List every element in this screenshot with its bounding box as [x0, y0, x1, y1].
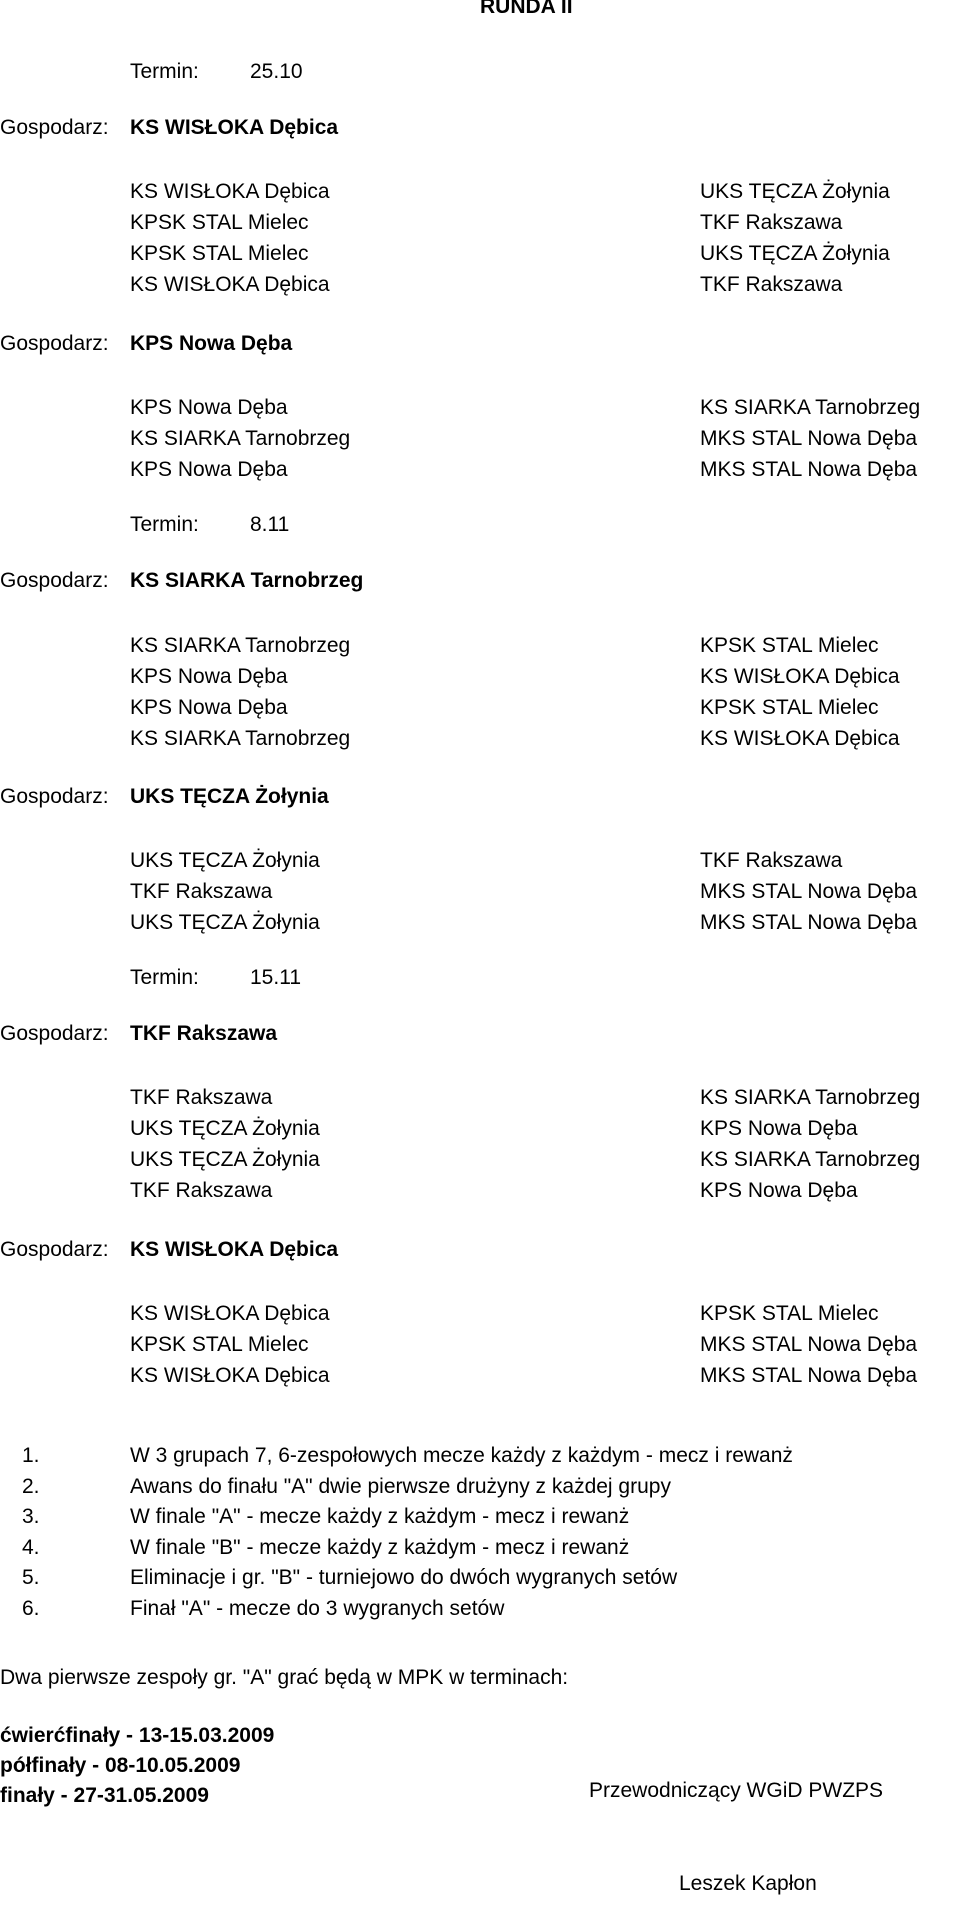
host-label: Gospodarz:: [0, 1022, 109, 1045]
termin-date: 25.10: [250, 60, 303, 83]
match-away-team: KPSK STAL Mielec: [700, 634, 879, 657]
rule-text: W finale "B" - mecze każdy z każdym - mecz i rewanż: [130, 1535, 630, 1559]
rule-number: 1.: [22, 1444, 40, 1467]
match-home-team: KPS Nowa Dęba: [130, 396, 288, 419]
match-home-team: KS WISŁOKA Dębica: [130, 1364, 330, 1387]
match-home-team: KS WISŁOKA Dębica: [130, 273, 330, 296]
match-away-team: KS WISŁOKA Dębica: [700, 727, 900, 750]
match-home-team: KS WISŁOKA Dębica: [130, 180, 330, 203]
match-away-team: TKF Rakszawa: [700, 849, 843, 872]
match-home-team: KS SIARKA Tarnobrzeg: [130, 727, 351, 750]
host-name: KS WISŁOKA Dębica: [130, 116, 339, 139]
match-away-team: MKS STAL Nowa Dęba: [700, 911, 918, 934]
match-away-team: MKS STAL Nowa Dęba: [700, 880, 918, 903]
termin-date: 15.11: [250, 966, 301, 989]
match-away-team: KPSK STAL Mielec: [700, 696, 879, 719]
host-label: Gospodarz:: [0, 569, 109, 592]
signature-name: Leszek Kapłon: [679, 1872, 817, 1895]
match-away-team: TKF Rakszawa: [700, 273, 843, 296]
mpk-note: Dwa pierwsze zespoły gr. "A" grać będą w MPK w terminach:: [0, 1666, 569, 1689]
rule-number: 5.: [22, 1566, 40, 1589]
match-home-team: TKF Rakszawa: [130, 1179, 273, 1202]
rule-text: Eliminacje i gr. "B" - turniejowo do dwóch wygranych setów: [130, 1566, 678, 1589]
match-home-team: KS WISŁOKA Dębica: [130, 1302, 330, 1325]
rule-text: Awans do finału "A" dwie pierwsze drużyny z każdej grupy: [130, 1474, 671, 1498]
signature-role: Przewodniczący WGiD PWZPS: [589, 1779, 884, 1802]
match-home-team: KPSK STAL Mielec: [130, 242, 309, 265]
match-away-team: KS SIARKA Tarnobrzeg: [700, 396, 921, 419]
host-name: KS WISŁOKA Dębica: [130, 1238, 339, 1261]
finals-date: ćwierćfinały - 13-15.03.2009: [0, 1724, 275, 1747]
host-label: Gospodarz:: [0, 116, 109, 139]
match-away-team: MKS STAL Nowa Dęba: [700, 427, 918, 450]
round-title: RUNDA II: [480, 0, 573, 18]
match-home-team: UKS TĘCZA Żołynia: [130, 911, 320, 934]
host-name: TKF Rakszawa: [130, 1022, 278, 1045]
host-label: Gospodarz:: [0, 785, 109, 808]
rule-text: W 3 grupach 7, 6-zespołowych mecze każdy z każdym - mecz i rewanż: [130, 1444, 793, 1467]
rule-number: 2.: [22, 1474, 40, 1498]
host-name: KPS Nowa Dęba: [130, 332, 293, 355]
match-home-team: KS SIARKA Tarnobrzeg: [130, 427, 351, 450]
finals-date: półfinały - 08-10.05.2009: [0, 1754, 241, 1777]
match-home-team: TKF Rakszawa: [130, 1086, 273, 1109]
match-home-team: UKS TĘCZA Żołynia: [130, 1117, 320, 1140]
match-away-team: TKF Rakszawa: [700, 211, 843, 234]
match-home-team: UKS TĘCZA Żołynia: [130, 849, 320, 872]
match-away-team: UKS TĘCZA Żołynia: [700, 180, 890, 203]
match-away-team: KS WISŁOKA Dębica: [700, 665, 900, 688]
rule-number: 3.: [22, 1505, 40, 1528]
rule-text: W finale "A" - mecze każdy z każdym - mecz i rewanż: [130, 1505, 630, 1528]
finals-date: finały - 27-31.05.2009: [0, 1784, 209, 1807]
match-away-team: MKS STAL Nowa Dęba: [700, 458, 918, 481]
match-away-team: MKS STAL Nowa Dęba: [700, 1333, 918, 1356]
match-home-team: KS SIARKA Tarnobrzeg: [130, 634, 351, 657]
match-home-team: KPS Nowa Dęba: [130, 458, 288, 481]
rule-number: 4.: [22, 1535, 40, 1559]
termin-label: Termin:: [130, 513, 199, 536]
host-name: UKS TĘCZA Żołynia: [130, 785, 329, 808]
match-home-team: KPS Nowa Dęba: [130, 665, 288, 688]
match-home-team: UKS TĘCZA Żołynia: [130, 1148, 320, 1171]
match-away-team: KS SIARKA Tarnobrzeg: [700, 1086, 921, 1109]
host-name: KS SIARKA Tarnobrzeg: [130, 569, 364, 592]
match-home-team: KPSK STAL Mielec: [130, 211, 309, 234]
match-away-team: KPSK STAL Mielec: [700, 1302, 879, 1325]
match-home-team: TKF Rakszawa: [130, 880, 273, 903]
rule-number: 6.: [22, 1596, 40, 1620]
match-away-team: KPS Nowa Dęba: [700, 1117, 858, 1140]
match-away-team: UKS TĘCZA Żołynia: [700, 242, 890, 265]
rule-text: Finał "A" - mecze do 3 wygranych setów: [130, 1596, 505, 1620]
termin-label: Termin:: [130, 966, 199, 989]
match-home-team: KPS Nowa Dęba: [130, 696, 288, 719]
host-label: Gospodarz:: [0, 332, 109, 355]
match-home-team: KPSK STAL Mielec: [130, 1333, 309, 1356]
termin-label: Termin:: [130, 60, 199, 83]
match-away-team: MKS STAL Nowa Dęba: [700, 1364, 918, 1387]
termin-date: 8.11: [250, 513, 290, 536]
match-away-team: KPS Nowa Dęba: [700, 1179, 858, 1202]
match-away-team: KS SIARKA Tarnobrzeg: [700, 1148, 921, 1171]
host-label: Gospodarz:: [0, 1238, 109, 1261]
